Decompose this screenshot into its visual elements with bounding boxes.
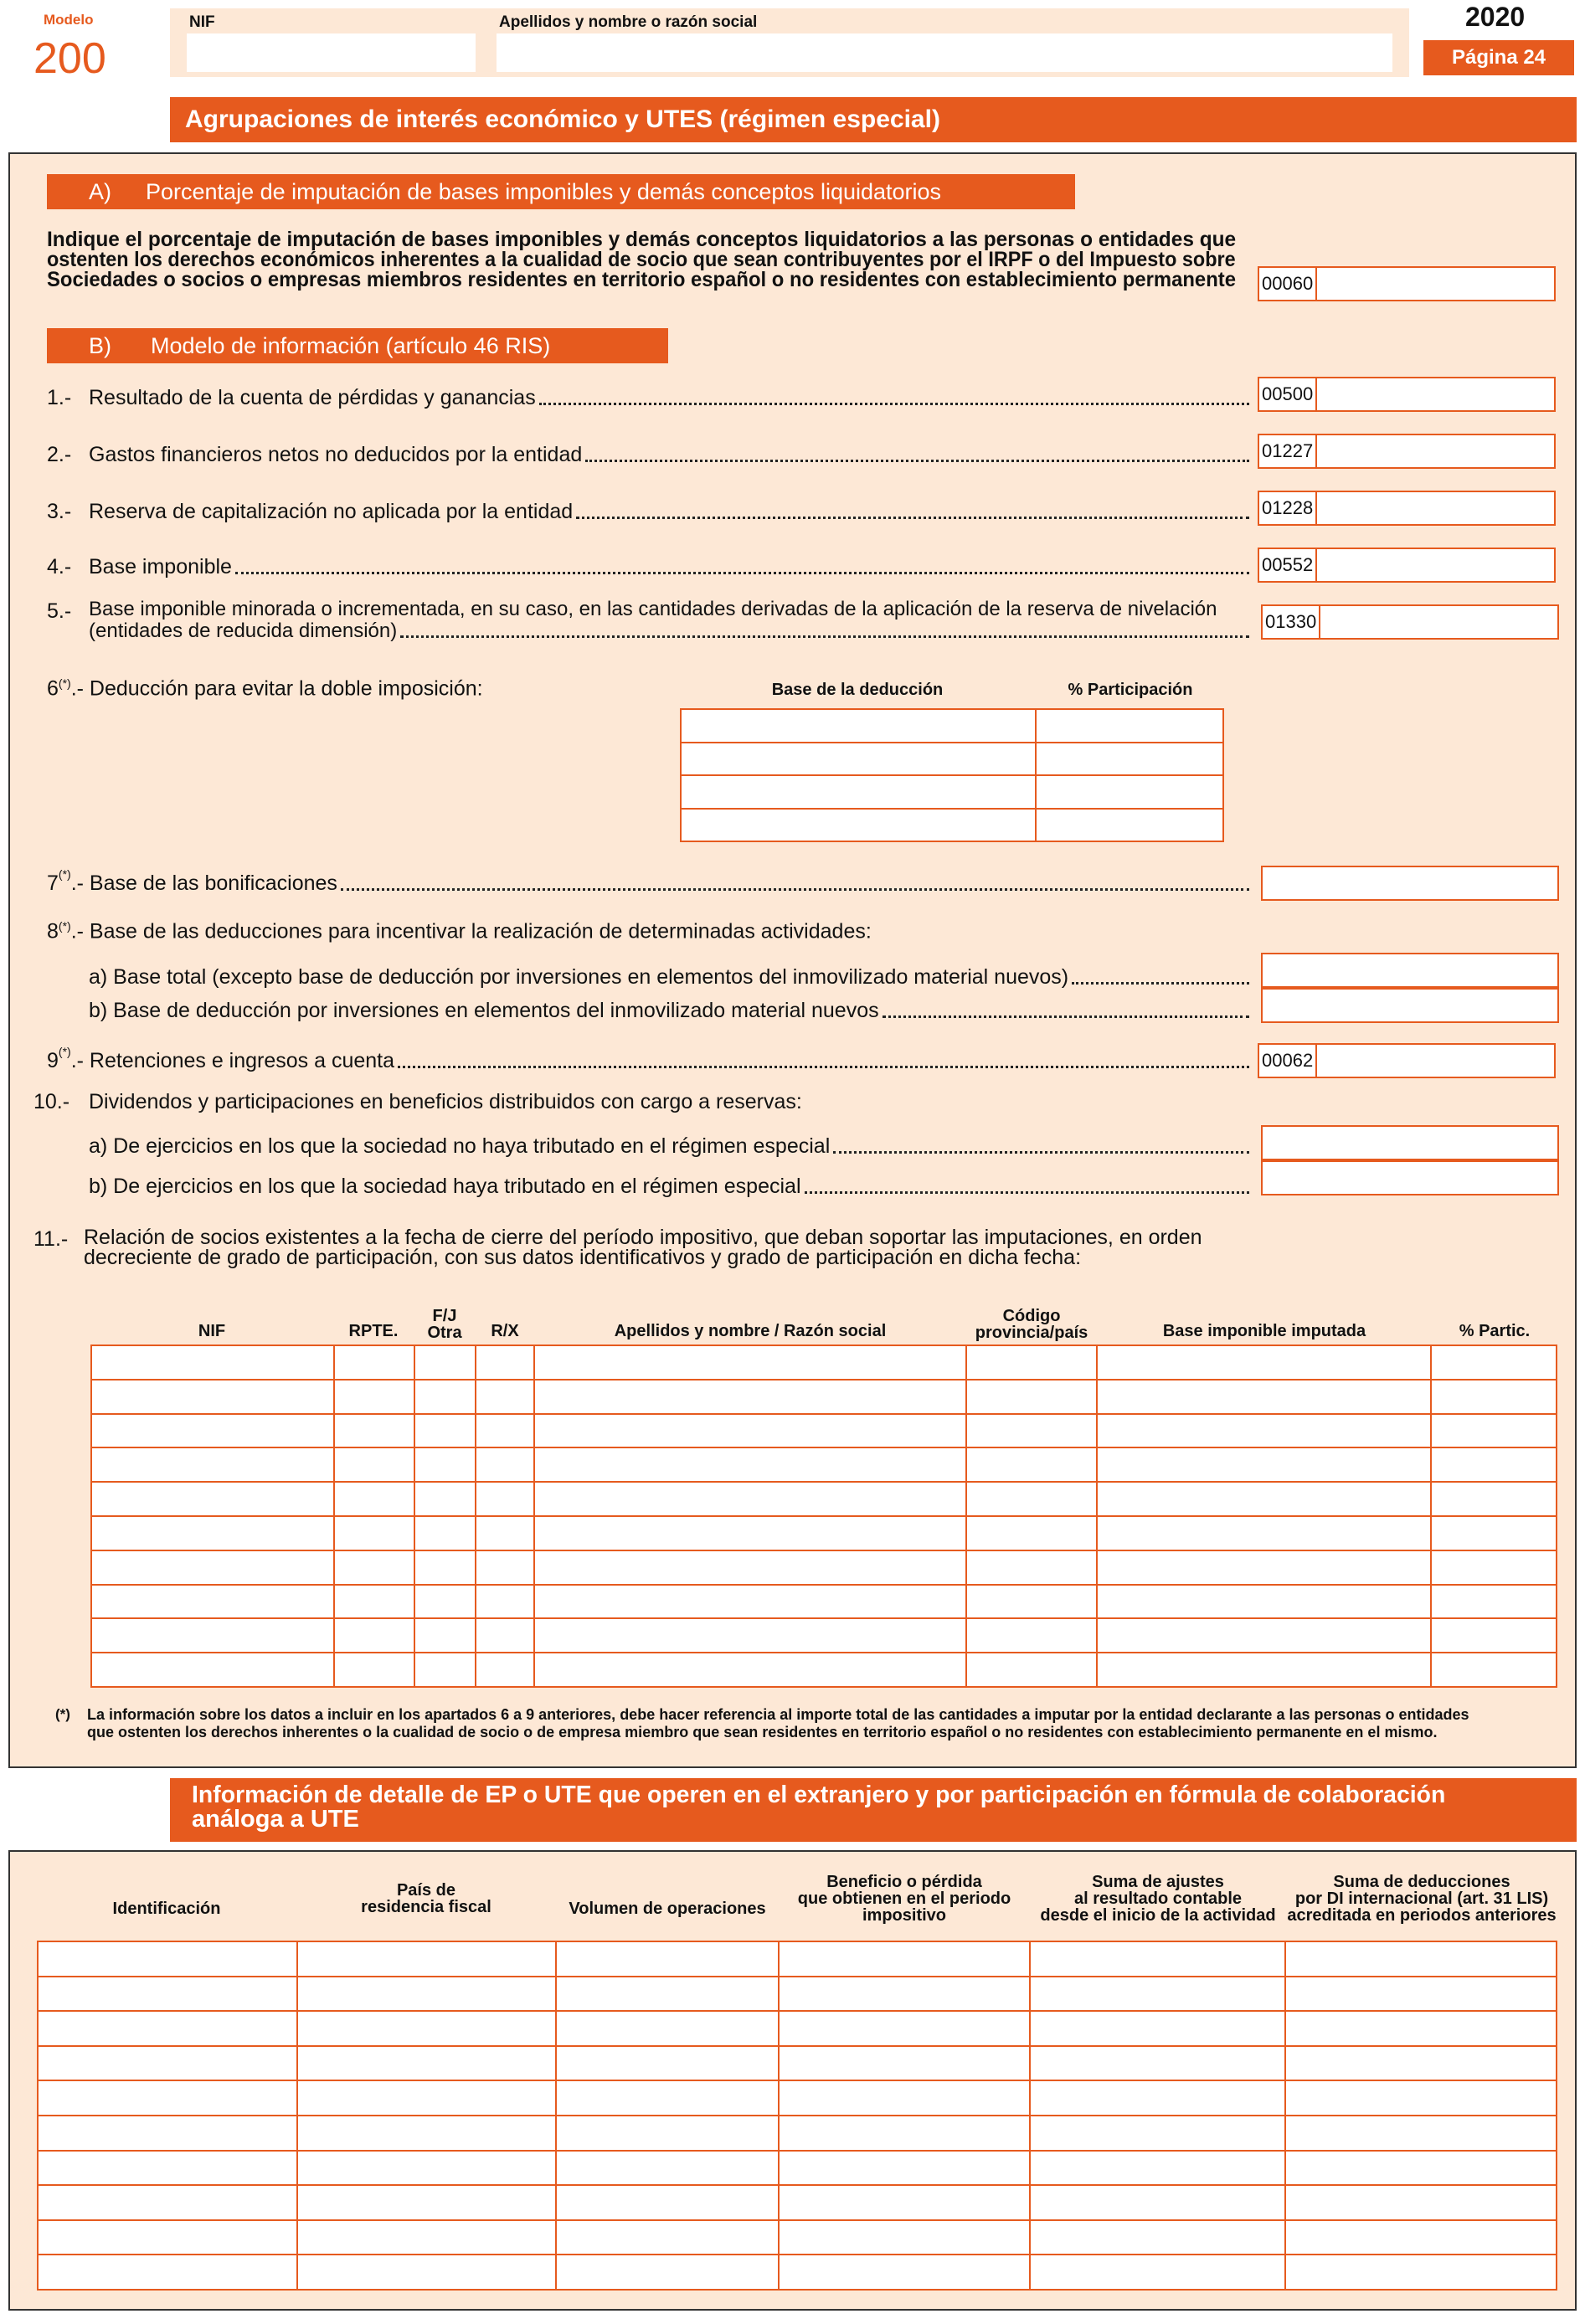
- table-row: [38, 2185, 1557, 2220]
- cell-input[interactable]: [38, 2151, 297, 2186]
- item-6-col-base: Base de la deducción: [771, 681, 944, 699]
- item-8-label-row: [47, 919, 872, 943]
- item-2-num: 2.-: [47, 443, 72, 466]
- cell-input[interactable]: [1431, 1516, 1557, 1550]
- socios-col-partic: % Partic.: [1459, 1322, 1531, 1340]
- ep-title-line1: Información de detalle de EP o UTE que operen en el extranjero y por participación en fórmula de colaboración: [192, 1782, 1446, 1808]
- subsection-b-title: [47, 328, 668, 363]
- nif-label: NIF: [189, 13, 215, 31]
- item-1-row: [47, 382, 1253, 410]
- cell-input[interactable]: [1030, 2116, 1286, 2151]
- cell-input[interactable]: [1431, 1585, 1557, 1619]
- cell-input[interactable]: [414, 1414, 476, 1448]
- item-11-line1: Relación de socios existentes a la fecha de cierre del período impositivo, que deban soportar las imputaciones, en orden: [84, 1226, 1202, 1249]
- cell-input[interactable]: [556, 1941, 779, 1977]
- cell-input[interactable]: [779, 2185, 1030, 2220]
- cell-input[interactable]: [91, 1447, 334, 1482]
- cell-input[interactable]: [534, 1653, 965, 1687]
- year-label: 2020: [1465, 2, 1526, 32]
- cell-input[interactable]: [38, 2255, 297, 2290]
- cell-input[interactable]: [1431, 1618, 1557, 1653]
- cell-input[interactable]: [966, 1653, 1097, 1687]
- code-00060: 00060: [1259, 268, 1317, 300]
- cell-input[interactable]: [1097, 1447, 1432, 1482]
- table-row: [91, 1516, 1557, 1550]
- field-8b[interactable]: [1261, 988, 1559, 1023]
- cell-input[interactable]: [1030, 2185, 1286, 2220]
- ep-col-deducciones: Suma de deducciones por DI internacional (art. 31 LIS) acreditada en periodos anteriores: [1287, 1873, 1557, 1925]
- cell-input[interactable]: [476, 1380, 534, 1414]
- cell-input[interactable]: [779, 2116, 1030, 2151]
- cell-input[interactable]: [966, 1550, 1097, 1585]
- cell-input[interactable]: [414, 1653, 476, 1687]
- cell-input[interactable]: [1030, 2255, 1286, 2290]
- footnote-line1: La información sobre los datos a incluir en los apartados 6 a 9 anteriores, debe hacer referencia al importe total de las cantidades a imputar por la entidad declarante a las personas o entidades: [87, 1706, 1469, 1723]
- field-00060[interactable]: [1258, 266, 1556, 301]
- table-row: [91, 1550, 1557, 1585]
- cell-input[interactable]: [414, 1345, 476, 1380]
- cell-input[interactable]: [1285, 1977, 1557, 2012]
- cell-input[interactable]: [1431, 1414, 1557, 1448]
- cell-input[interactable]: [681, 743, 1036, 776]
- cell-input[interactable]: [966, 1447, 1097, 1482]
- cell-input[interactable]: [476, 1447, 534, 1482]
- cell-input[interactable]: [476, 1585, 534, 1619]
- cell-input[interactable]: [1431, 1447, 1557, 1482]
- field-bonificaciones[interactable]: [1261, 866, 1559, 901]
- cell-input[interactable]: [779, 2080, 1030, 2116]
- cell-input[interactable]: [1097, 1550, 1432, 1585]
- cell-input[interactable]: [681, 775, 1036, 809]
- cell-input[interactable]: [91, 1653, 334, 1687]
- cell-input[interactable]: [1036, 709, 1223, 743]
- cell-input[interactable]: [534, 1380, 965, 1414]
- cell-input[interactable]: [966, 1585, 1097, 1619]
- cell-input[interactable]: [414, 1380, 476, 1414]
- field-00062[interactable]: [1258, 1043, 1556, 1078]
- cell-input[interactable]: [1285, 2220, 1557, 2255]
- cell-input[interactable]: [556, 2220, 779, 2255]
- subsection-a-title: [47, 174, 1075, 209]
- field-8a[interactable]: [1261, 953, 1559, 988]
- cell-input[interactable]: [414, 1447, 476, 1482]
- table-row: [91, 1414, 1557, 1448]
- cell-input[interactable]: [91, 1414, 334, 1448]
- socios-col-base: Base imponible imputada: [1162, 1322, 1366, 1340]
- cell-input[interactable]: [534, 1447, 965, 1482]
- cell-input[interactable]: [297, 2185, 557, 2220]
- cell-input[interactable]: [556, 2255, 779, 2290]
- modelo-number: 200: [33, 34, 106, 83]
- table-row: [38, 2116, 1557, 2151]
- item-4-row: [47, 551, 1253, 579]
- subsection-b-letter: B): [89, 332, 111, 358]
- item-6-label: .- Deducción para evitar la doble imposición:: [70, 676, 483, 701]
- cell-input[interactable]: [38, 1941, 297, 1977]
- cell-input[interactable]: [91, 1585, 334, 1619]
- apellidos-field[interactable]: [497, 33, 1392, 72]
- item-10a-label: a) De ejercicios en los que la sociedad no haya tributado en el régimen especial: [89, 1134, 831, 1158]
- cell-input[interactable]: [1285, 2046, 1557, 2081]
- cell-input[interactable]: [534, 1345, 965, 1380]
- item-3-num: 3.-: [47, 500, 72, 523]
- cell-input[interactable]: [297, 2116, 557, 2151]
- cell-input[interactable]: [1097, 1414, 1432, 1448]
- table-row: [38, 2046, 1557, 2081]
- cell-input[interactable]: [297, 2220, 557, 2255]
- code-01227: 01227: [1259, 435, 1317, 467]
- cell-input[interactable]: [681, 809, 1036, 842]
- cell-input[interactable]: [297, 2255, 557, 2290]
- item-4-label: Base imponible: [89, 555, 232, 578]
- cell-input[interactable]: [534, 1482, 965, 1516]
- code-00500: 00500: [1259, 378, 1317, 410]
- item-8-label: .- Base de las deducciones para incentivar la realización de determinadas actividades:: [70, 919, 872, 943]
- table-row: [91, 1618, 1557, 1653]
- subsection-a-text: Porcentaje de imputación de bases imponibles y demás conceptos liquidatorios: [146, 178, 942, 204]
- item-5-line1: Base imponible minorada o incrementada, en su caso, en las cantidades derivadas de la aplicación de la reserva de nivelación: [89, 598, 1217, 620]
- item-10b-row: [89, 1170, 1253, 1199]
- cell-input[interactable]: [779, 1941, 1030, 1977]
- cell-input[interactable]: [779, 1977, 1030, 2012]
- main-section-title: Agrupaciones de interés económico y UTES (régimen especial): [170, 97, 1577, 142]
- cell-input[interactable]: [1036, 775, 1223, 809]
- field-01228[interactable]: [1258, 491, 1556, 526]
- subsection-a-letter: A): [89, 178, 111, 204]
- cell-input[interactable]: [91, 1482, 334, 1516]
- field-10a[interactable]: [1261, 1125, 1559, 1160]
- cell-input[interactable]: [1097, 1653, 1432, 1687]
- item-10b-label: b) De ejercicios en los que la sociedad haya tributado en el régimen especial: [89, 1175, 801, 1198]
- item-1-num: 1.-: [47, 386, 72, 409]
- item-2-label: Gastos financieros netos no deducidos por la entidad: [89, 443, 583, 466]
- cell-input[interactable]: [1036, 809, 1223, 842]
- item-1-label: Resultado de la cuenta de pérdidas y ganancias: [89, 386, 536, 409]
- cell-input[interactable]: [476, 1618, 534, 1653]
- table-row: [91, 1447, 1557, 1482]
- cell-input[interactable]: [966, 1345, 1097, 1380]
- cell-input[interactable]: [297, 2080, 557, 2116]
- table-row: [38, 2011, 1557, 2046]
- socios-col-codigo: Código provincia/país: [975, 1307, 1088, 1342]
- table-row: [38, 2080, 1557, 2116]
- cell-input[interactable]: [1036, 743, 1223, 776]
- item-6-col-participacion: % Participación: [1068, 681, 1193, 699]
- table-row: [91, 1585, 1557, 1619]
- table-row: [38, 2151, 1557, 2186]
- subsection-b-text: Modelo de información (artículo 46 RIS): [151, 332, 551, 358]
- cell-input[interactable]: [1030, 2151, 1286, 2186]
- item-5-line2: (entidades de reducida dimensión): [89, 620, 398, 642]
- cell-input[interactable]: [1030, 2046, 1286, 2081]
- item-7-num: 7: [47, 872, 59, 895]
- cell-input[interactable]: [414, 1585, 476, 1619]
- cell-input[interactable]: [1431, 1550, 1557, 1585]
- cell-input[interactable]: [476, 1414, 534, 1448]
- cell-input[interactable]: [779, 2220, 1030, 2255]
- leader-dots: [883, 1015, 1249, 1018]
- cell-input[interactable]: [334, 1345, 414, 1380]
- item-10-num: 10.-: [33, 1090, 70, 1113]
- item-9-num: 9: [47, 1049, 59, 1072]
- code-00062: 00062: [1259, 1045, 1317, 1077]
- ep-col-pais: País de residencia fiscal: [361, 1881, 491, 1916]
- table-row: [91, 1653, 1557, 1687]
- leader-dots: [585, 460, 1249, 462]
- cell-input[interactable]: [966, 1380, 1097, 1414]
- cell-input[interactable]: [1097, 1516, 1432, 1550]
- leader-dots: [833, 1151, 1249, 1154]
- para-a-line3: Sociedades o socios o empresas miembros residentes en territorio español o no residentes con establecimiento permanente: [47, 268, 1236, 291]
- cell-input[interactable]: [91, 1380, 334, 1414]
- item-6-num: 6: [47, 676, 59, 701]
- cell-input[interactable]: [38, 2046, 297, 2081]
- cell-input[interactable]: [38, 2080, 297, 2116]
- item-2-row: [47, 439, 1253, 467]
- cell-input[interactable]: [297, 2011, 557, 2046]
- modelo-label: Modelo: [44, 12, 94, 28]
- cell-input[interactable]: [476, 1482, 534, 1516]
- cell-input[interactable]: [334, 1550, 414, 1585]
- cell-input[interactable]: [1285, 2151, 1557, 2186]
- ep-table: [37, 1941, 1557, 2291]
- cell-input[interactable]: [38, 2011, 297, 2046]
- ep-col-identificacion: Identificación: [112, 1900, 221, 1918]
- page-badge: Página 24: [1423, 40, 1574, 75]
- cell-input[interactable]: [1285, 2255, 1557, 2290]
- socios-col-nif: NIF: [198, 1322, 226, 1340]
- socios-col-apellidos: Apellidos y nombre / Razón social: [614, 1322, 887, 1340]
- cell-input[interactable]: [556, 2046, 779, 2081]
- leader-dots: [539, 403, 1249, 405]
- table-row: [91, 1482, 1557, 1516]
- cell-input[interactable]: [1030, 2080, 1286, 2116]
- cell-input[interactable]: [476, 1653, 534, 1687]
- cell-input[interactable]: [1097, 1618, 1432, 1653]
- cell-input[interactable]: [38, 2185, 297, 2220]
- para-a-line1: Indique el porcentaje de imputación de bases imponibles y demás conceptos liquidatorios a las personas o entidades que: [47, 228, 1237, 251]
- cell-input[interactable]: [1030, 2011, 1286, 2046]
- cell-input[interactable]: [1030, 1941, 1286, 1977]
- item-9-row: [47, 1045, 1253, 1073]
- cell-input[interactable]: [414, 1482, 476, 1516]
- cell-input[interactable]: [1030, 2220, 1286, 2255]
- table-row: [91, 1380, 1557, 1414]
- cell-input[interactable]: [534, 1585, 965, 1619]
- cell-input[interactable]: [556, 2116, 779, 2151]
- item-8b-label: b) Base de deducción por inversiones en elementos del inmovilizado material nuevos: [89, 999, 879, 1022]
- cell-input[interactable]: [297, 1977, 557, 2012]
- cell-input[interactable]: [681, 709, 1036, 743]
- cell-input[interactable]: [1431, 1345, 1557, 1380]
- cell-input[interactable]: [534, 1550, 965, 1585]
- item-7-row: [47, 867, 1253, 896]
- item-9-label: .- Retenciones e ingresos a cuenta: [70, 1049, 395, 1072]
- field-01227[interactable]: [1258, 434, 1556, 469]
- cell-input[interactable]: [414, 1550, 476, 1585]
- cell-input[interactable]: [1097, 1380, 1432, 1414]
- cell-input[interactable]: [297, 1941, 557, 1977]
- cell-input[interactable]: [966, 1414, 1097, 1448]
- item-5-line2-row: [89, 620, 1253, 643]
- item-4-num: 4.-: [47, 555, 72, 578]
- leader-dots: [576, 517, 1249, 519]
- code-01228: 01228: [1259, 492, 1317, 524]
- cell-input[interactable]: [1097, 1585, 1432, 1619]
- cell-input[interactable]: [779, 2255, 1030, 2290]
- footnote-mark: (*): [55, 1706, 70, 1722]
- cell-input[interactable]: [1285, 2011, 1557, 2046]
- table-row: [38, 1977, 1557, 2012]
- item-5-num: 5.-: [47, 599, 72, 623]
- cell-input[interactable]: [334, 1414, 414, 1448]
- cell-input[interactable]: [779, 2151, 1030, 2186]
- cell-input[interactable]: [476, 1345, 534, 1380]
- field-10b[interactable]: [1261, 1160, 1559, 1195]
- cell-input[interactable]: [38, 2116, 297, 2151]
- cell-input[interactable]: [1097, 1345, 1432, 1380]
- item-6-label-row: [47, 676, 483, 701]
- cell-input[interactable]: [966, 1516, 1097, 1550]
- cell-input[interactable]: [91, 1618, 334, 1653]
- item-8a-row: [89, 961, 1253, 990]
- cell-input[interactable]: [334, 1447, 414, 1482]
- table-row: [38, 1941, 1557, 1977]
- table-row: [38, 2255, 1557, 2290]
- field-00552[interactable]: [1258, 548, 1556, 583]
- cell-input[interactable]: [297, 2151, 557, 2186]
- cell-input[interactable]: [334, 1482, 414, 1516]
- cell-input[interactable]: [1285, 2116, 1557, 2151]
- field-01330[interactable]: [1261, 604, 1559, 640]
- cell-input[interactable]: [1431, 1653, 1557, 1687]
- item-10-label-row: [33, 1090, 802, 1114]
- socios-col-rpte: RPTE.: [348, 1322, 399, 1340]
- item-8b-row: [89, 995, 1253, 1023]
- apellidos-label: Apellidos y nombre o razón social: [499, 13, 758, 31]
- cell-input[interactable]: [414, 1516, 476, 1550]
- cell-input[interactable]: [414, 1618, 476, 1653]
- cell-input[interactable]: [297, 2046, 557, 2081]
- cell-input[interactable]: [334, 1618, 414, 1653]
- item-11-num: 11.-: [33, 1227, 69, 1251]
- item-8-sup: (*): [58, 919, 71, 933]
- leader-dots: [1072, 982, 1249, 985]
- cell-input[interactable]: [556, 2011, 779, 2046]
- cell-input[interactable]: [1431, 1482, 1557, 1516]
- cell-input[interactable]: [38, 2220, 297, 2255]
- item-10-label: Dividendos y participaciones en beneficios distribuidos con cargo a reservas:: [89, 1090, 802, 1113]
- cell-input[interactable]: [779, 2011, 1030, 2046]
- cell-input[interactable]: [1285, 2185, 1557, 2220]
- leader-dots: [235, 572, 1249, 574]
- cell-input[interactable]: [334, 1380, 414, 1414]
- item-11-line2: decreciente de grado de participación, con sus datos identificativos y grado de participación en dicha fecha:: [84, 1246, 1082, 1269]
- cell-input[interactable]: [334, 1653, 414, 1687]
- leader-dots: [805, 1191, 1249, 1194]
- cell-input[interactable]: [534, 1618, 965, 1653]
- cell-input[interactable]: [779, 2046, 1030, 2081]
- cell-input[interactable]: [1285, 2080, 1557, 2116]
- socios-col-fj: F/J Otra: [427, 1307, 462, 1342]
- item-7-label: .- Base de las bonificaciones: [70, 872, 337, 895]
- cell-input[interactable]: [334, 1516, 414, 1550]
- cell-input[interactable]: [91, 1516, 334, 1550]
- item-6-table: [680, 708, 1224, 842]
- cell-input[interactable]: [556, 2185, 779, 2220]
- item-6-sup: (*): [58, 676, 71, 690]
- cell-input[interactable]: [1030, 1977, 1286, 2012]
- cell-input[interactable]: [476, 1516, 534, 1550]
- code-01330: 01330: [1263, 606, 1320, 638]
- table-row: [38, 2220, 1557, 2255]
- cell-input[interactable]: [966, 1482, 1097, 1516]
- item-8-num: 8: [47, 919, 59, 943]
- cell-input[interactable]: [1431, 1380, 1557, 1414]
- socios-table: [90, 1345, 1557, 1688]
- ep-col-volumen: Volumen de operaciones: [569, 1900, 766, 1918]
- field-00500[interactable]: [1258, 377, 1556, 412]
- ep-title-line2: análoga a UTE: [192, 1806, 359, 1833]
- item-3-row: [47, 496, 1253, 524]
- code-00552: 00552: [1259, 549, 1317, 581]
- cell-input[interactable]: [38, 1977, 297, 2012]
- leader-dots: [400, 635, 1249, 638]
- cell-input[interactable]: [91, 1550, 334, 1585]
- cell-input[interactable]: [556, 1977, 779, 2012]
- cell-input[interactable]: [334, 1585, 414, 1619]
- item-9-sup: (*): [58, 1045, 71, 1058]
- cell-input[interactable]: [534, 1414, 965, 1448]
- leader-dots: [341, 888, 1249, 891]
- cell-input[interactable]: [476, 1550, 534, 1585]
- nif-field[interactable]: [187, 33, 476, 72]
- item-8a-label: a) Base total (excepto base de deducción por inversiones en elementos del inmovilizado material nuevos): [89, 965, 1069, 989]
- item-10a-row: [89, 1130, 1253, 1159]
- item-7-sup: (*): [58, 867, 71, 881]
- ep-section-title: [170, 1778, 1577, 1842]
- footnote-line2: que ostenten los derechos inherentes o la cualidad de socio o de empresa miembro que sean residentes en territorio español o no residentes con establecimiento permanente en el mismo.: [87, 1724, 1438, 1740]
- cell-input[interactable]: [91, 1345, 334, 1380]
- cell-input[interactable]: [1097, 1482, 1432, 1516]
- ep-col-beneficio: Beneficio o pérdida que obtienen en el periodo impositivo: [797, 1873, 1011, 1925]
- cell-input[interactable]: [966, 1618, 1097, 1653]
- cell-input[interactable]: [556, 2151, 779, 2186]
- leader-dots: [398, 1066, 1249, 1068]
- socios-col-rx: R/X: [491, 1322, 519, 1340]
- ep-col-ajustes: Suma de ajustes al resultado contable desde el inicio de la actividad: [1040, 1873, 1276, 1925]
- cell-input[interactable]: [1285, 1941, 1557, 1977]
- cell-input[interactable]: [556, 2080, 779, 2116]
- cell-input[interactable]: [534, 1516, 965, 1550]
- para-a-line2: ostenten los derechos económicos inherentes a la cualidad de socio que sean contribuyentes por el IRPF o del Impuesto sobre: [47, 248, 1236, 271]
- table-row: [91, 1345, 1557, 1380]
- item-3-label: Reserva de capitalización no aplicada por la entidad: [89, 500, 574, 523]
